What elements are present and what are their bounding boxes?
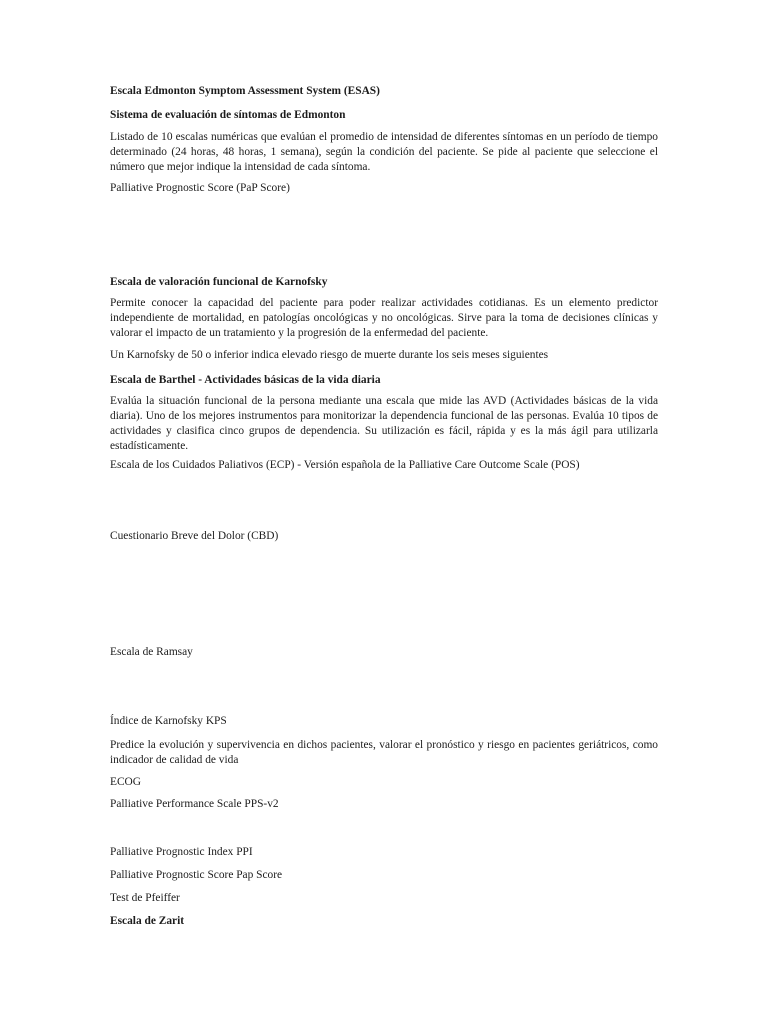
esas-subtitle: Sistema de evaluación de síntomas de Edmonton: [110, 109, 346, 121]
esas-title: Escala Edmonton Symptom Assessment System (ESAS): [110, 85, 380, 97]
barthel-description: Evalúa la situación funcional de la persona mediante una escala que mide las AVD (Actividades básicas de la vida diaria). Uno de los mejores instrumentos para monitorizar la dependencia funcional de las personas. Evalúa 10 tipos de actividades y clasifica cinco grupos de dependencia. Su utilización es fácil, rápida y es la más ágil para utilizarla estadísticamente.: [110, 395, 658, 452]
barthel-title: Escala de Barthel - Actividades básicas de la vida diaria: [110, 374, 381, 386]
pps-heading: Palliative Performance Scale PPS-v2: [110, 798, 279, 810]
pfeiffer-heading: Test de Pfeiffer: [110, 892, 180, 904]
zarit-heading: Escala de Zarit: [110, 915, 185, 927]
ecp-heading: Escala de los Cuidados Paliativos (ECP) - Versión española de la Palliative Care Outcome Scale (POS): [110, 459, 580, 471]
ppi-heading: Palliative Prognostic Index PPI: [110, 846, 253, 858]
pap-score-2-heading: Palliative Prognostic Score Pap Score: [110, 869, 283, 881]
kps-description: Predice la evolución y supervivencia en dichos pacientes, valorar el pronóstico y riesgo en pacientes geriátricos, como indicador de calidad de vida: [110, 739, 658, 766]
pap-score-heading: Palliative Prognostic Score (PaP Score): [110, 182, 290, 194]
karnofsky-title: Escala de valoración funcional de Karnofsky: [110, 276, 328, 288]
cbd-heading: Cuestionario Breve del Dolor (CBD): [110, 530, 279, 542]
ramsay-heading: Escala de Ramsay: [110, 646, 193, 658]
karnofsky-description: Permite conocer la capacidad del paciente para poder realizar actividades cotidianas. Es un elemento predictor independiente de mortalidad, en patologías oncológicas y no oncológicas. Sirve para la toma de decisiones clínicas y valorar el impacto de un tratamiento y la progresión de la enfermedad del paciente.: [110, 297, 658, 339]
kps-title: Índice de Karnofsky KPS: [110, 715, 227, 727]
esas-description: Listado de 10 escalas numéricas que evalúan el promedio de intensidad de diferentes síntomas en un período de tiempo determinado (24 horas, 48 horas, 1 semana), según la condición del paciente. Se pide al paciente que seleccione el número que mejor indique la intensidad de cada síntoma.: [110, 131, 658, 173]
karnofsky-note: Un Karnofsky de 50 o inferior indica elevado riesgo de muerte durante los seis meses siguientes: [110, 349, 549, 361]
ecog-heading: ECOG: [110, 776, 142, 788]
